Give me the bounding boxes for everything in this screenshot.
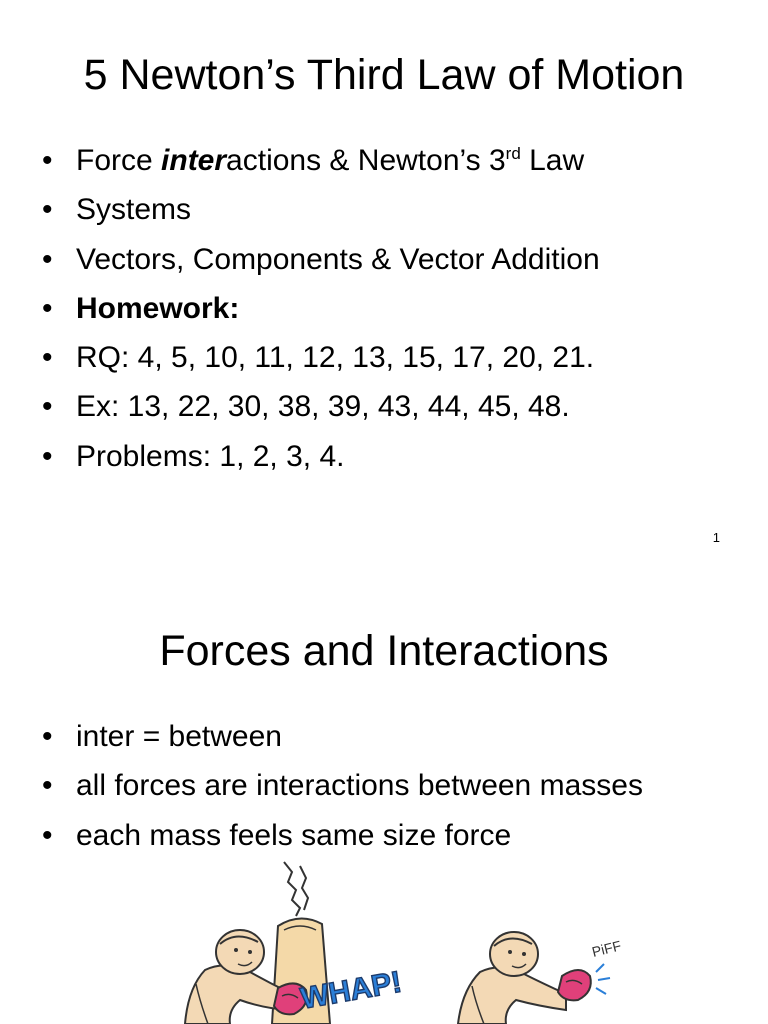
bullet-item-inter-between [42,712,643,761]
bullet-text: Vectors, Components & Vector Addition [76,242,600,276]
bullet-dot: • [42,720,53,753]
page-number: 1 [712,530,720,545]
bullet-item-homework [42,284,600,333]
right-boxing-glove [558,970,591,1000]
slide-1-title: 5 Newton’s Third Law of Motion [83,51,685,99]
bullet-item-force-interactions [42,136,600,185]
slide-2-title: Forces and Interactions [159,627,609,675]
bullet-text-emphasis: inter [161,144,227,177]
whap-text: WHAP! [298,965,405,1016]
bullet-item-systems [42,185,600,234]
bullet-dot: • [42,818,53,852]
bullet-dot: • [42,390,53,424]
slide-1-bullet-list [42,136,600,481]
bullet-text: RQ: 4, 5, 10, 11, 12, 13, 15, 17, 20, 21. [76,341,595,375]
bullet-dot: • [42,291,53,325]
bullet-text: each mass feels same size force [76,818,512,852]
bullet-text: inter = between [76,720,282,753]
punching-bag-chain [284,862,308,916]
bullet-dot: • [42,439,53,473]
bullet-text: Ex: 13, 22, 30, 38, 39, 43, 44, 45, 48. [76,390,570,424]
ordinal-superscript: rd [505,144,521,163]
bullet-text-prefix: Force [76,144,162,177]
bullet-dot: • [42,242,53,276]
slide-2 [0,590,768,1024]
bullet-dot: • [42,193,53,227]
bullet-text: Systems [76,193,192,227]
slide-2-bullet-list [42,712,643,860]
piff-sound-effect [590,937,623,994]
boxing-cartoon-illustration [0,860,768,1024]
bullet-text-homework: Homework: [76,291,240,325]
right-boxer [458,932,566,1024]
bullet-dot: • [42,144,53,177]
bullet-item-all-forces [42,761,643,810]
bullet-dot: • [42,341,53,375]
boxing-cartoon [0,860,768,1024]
piff-text: PiFF [590,937,623,960]
bullet-item-vectors [42,235,600,284]
bullet-item-review-questions [42,333,600,382]
bullet-item-same-size-force [42,811,643,860]
bullet-item-problems [42,432,600,481]
bullet-text: Problems: 1, 2, 3, 4. [76,439,345,473]
bullet-text-suffix: Law [520,144,585,177]
bullet-item-exercises [42,382,600,431]
bullet-dot: • [42,769,53,803]
bullet-text-middle: actions & Newton’s 3 [226,144,506,177]
bullet-text: all forces are interactions between masses [76,769,643,803]
